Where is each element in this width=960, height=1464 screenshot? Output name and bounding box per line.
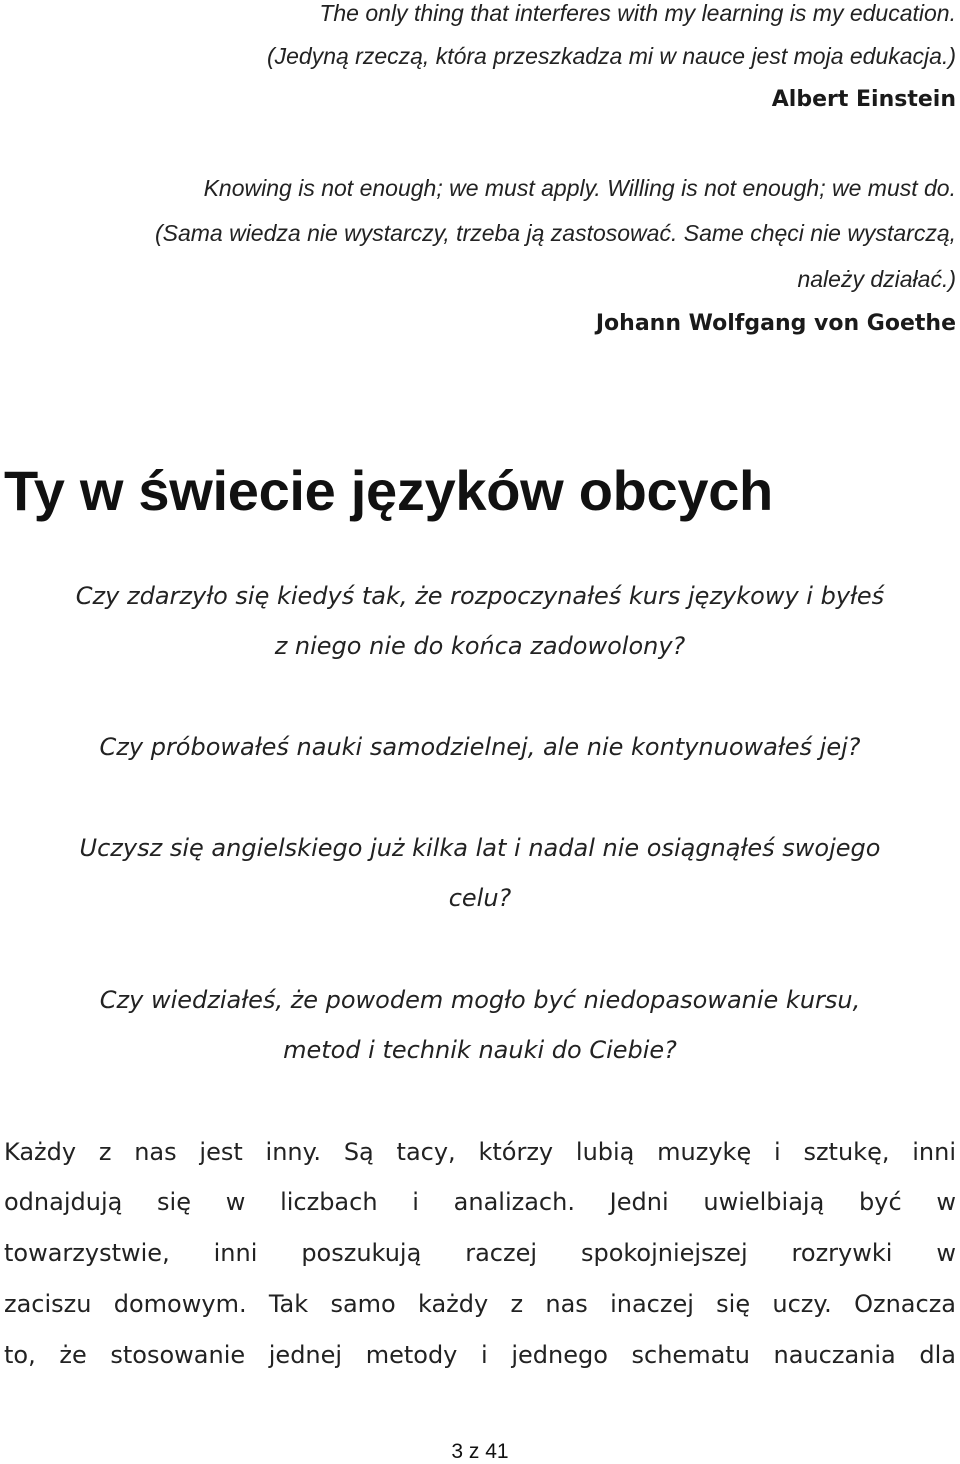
body-paragraph-line-4: zaciszu domowym. Tak samo każdy z nas inaczej się uczy. Oznacza	[4, 1290, 956, 1318]
question-1-line-2: z niego nie do końca zadowolony?	[274, 632, 686, 660]
body-paragraph-line-3: towarzystwie, inni poszukują raczej spokojniejszej rozrywki w	[4, 1239, 956, 1267]
quote-goethe-line-3: należy działać.)	[797, 266, 956, 292]
body-paragraph-line-1: Każdy z nas jest inny. Są tacy, którzy lubią muzykę i sztukę, inni	[4, 1138, 956, 1166]
question-3-line-1: Uczysz się angielskiego już kilka lat i nadal nie osiągnąłeś swojego	[79, 834, 881, 862]
question-3-line-2: celu?	[448, 884, 512, 912]
question-2-line-1: Czy próbowałeś nauki samodzielnej, ale nie kontynuowałeś jej?	[99, 733, 861, 761]
section-heading: Ty w świecie języków obcych	[4, 459, 773, 522]
quote-einstein-line-1: The only thing that interferes with my learning is my education.	[319, 0, 956, 26]
body-paragraph-line-2: odnajdują się w liczbach i analizach. Jedni uwielbiają być w	[4, 1188, 956, 1216]
page-number: 3 z 41	[451, 1440, 509, 1463]
quote-goethe-line-1: Knowing is not enough; we must apply. Willing is not enough; we must do.	[203, 175, 956, 201]
quote-einstein-line-2: (Jedyną rzeczą, która przeszkadza mi w nauce jest moja edukacja.)	[266, 43, 956, 69]
quote-goethe-line-2: (Sama wiedza nie wystarczy, trzeba ją zastosować. Same chęci nie wystarczą,	[154, 220, 956, 246]
question-1-line-1: Czy zdarzyło się kiedyś tak, że rozpoczynałeś kurs językowy i byłeś	[75, 582, 885, 610]
quote-einstein-author: Albert Einstein	[771, 87, 956, 112]
question-4-line-1: Czy wiedziałeś, że powodem mogło być niedopasowanie kursu,	[99, 986, 861, 1014]
body-paragraph-line-5: to, że stosowanie jednej metody i jednego schematu nauczania dla	[4, 1341, 956, 1369]
quote-goethe-author: Johann Wolfgang von Goethe	[595, 311, 956, 336]
question-4-line-2: metod i technik nauki do Ciebie?	[283, 1036, 677, 1064]
